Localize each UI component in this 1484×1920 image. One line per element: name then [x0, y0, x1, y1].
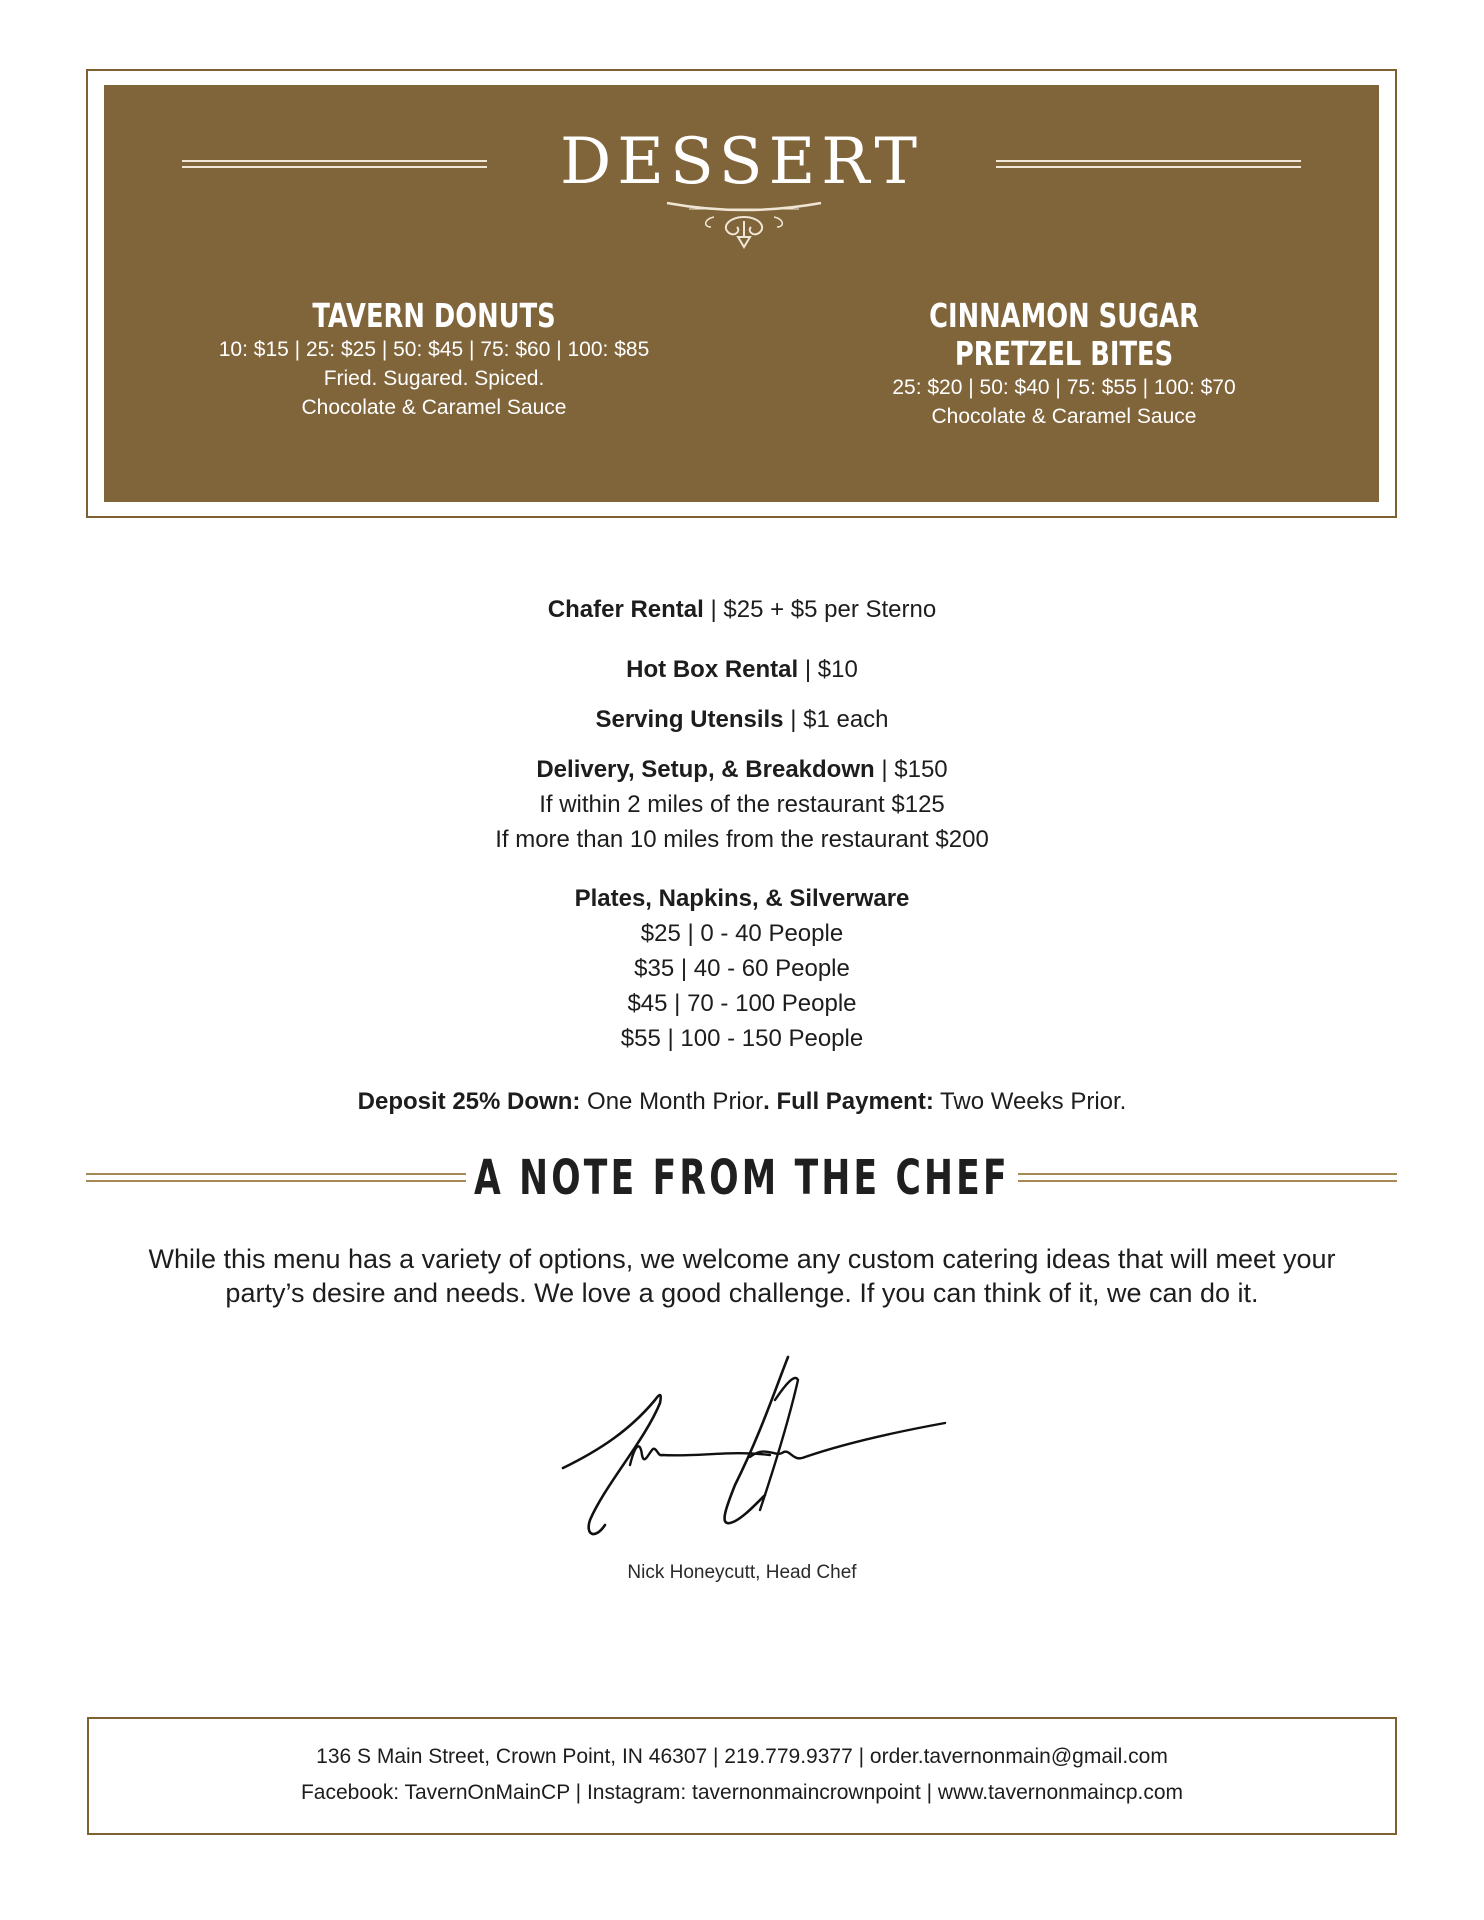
plates-tier: $55 | 100 - 150 People — [620, 1025, 864, 1052]
note-rule-right — [1018, 1173, 1397, 1182]
item-prices: 10: $15 | 25: $25 | 50: $45 | 75: $60 | 100: $85 — [218, 338, 650, 361]
delivery-note-near: If within 2 miles of the restaurant $125 — [539, 791, 945, 818]
delivery-value: $150 — [894, 756, 948, 783]
chef-note-heading: A NOTE FROM THE CHEF — [474, 1150, 1010, 1206]
chef-note-body: While this menu has a variety of options, we welcome any custom catering ideas that will meet your party’s desire and needs. We love a good challenge. If you can think of it, we can do it. — [148, 1244, 1336, 1308]
footer-contact-box — [87, 1717, 1397, 1835]
delivery-label: Delivery, Setup, & Breakdown — [536, 756, 875, 783]
chafer-label: Chafer Rental — [547, 596, 704, 623]
dessert-panel — [104, 85, 1379, 502]
item-name: CINNAMON SUGAR PRETZEL BITES — [929, 296, 1199, 373]
dessert-frame — [86, 69, 1397, 518]
dessert-title: DESSERT — [559, 125, 924, 199]
flourish-ornament-icon — [659, 195, 829, 255]
plates-tier: $45 | 70 - 100 People — [627, 990, 857, 1017]
hotbox-value: $10 — [817, 656, 858, 683]
full-payment-label: Full Payment: — [776, 1088, 934, 1115]
item-sauce: Chocolate & Caramel Sauce — [931, 405, 1197, 428]
item-prices: 25: $20 | 50: $40 | 75: $55 | 100: $70 — [892, 376, 1236, 399]
hot-box-rental: Hot Box Rental | $10 — [626, 656, 858, 683]
plates-tier: $35 | 40 - 60 People — [634, 955, 850, 982]
delivery-note-far: If more than 10 miles from the restaurant $200 — [495, 826, 989, 853]
payment-terms: Deposit 25% Down: One Month Prior. Full Payment: Two Weeks Prior. — [357, 1088, 1127, 1115]
menu-item-pretzel-bites — [774, 297, 1354, 431]
menu-item-tavern-donuts — [144, 297, 724, 422]
plates-tier: $25 | 0 - 40 People — [640, 920, 844, 947]
chef-signature — [560, 1345, 950, 1540]
chef-name: Nick Honeycutt, Head Chef — [627, 1562, 857, 1583]
full-payment-value: Two Weeks Prior. — [940, 1088, 1127, 1115]
item-sauce: Chocolate & Caramel Sauce — [301, 396, 567, 419]
chafer-rental: Chafer Rental | $25 + $5 per Sterno — [547, 596, 937, 623]
serving-utensils: Serving Utensils | $1 each — [595, 706, 889, 733]
title-rule-right — [996, 160, 1301, 168]
plates-napkins — [0, 881, 1484, 1056]
deposit-value: One Month Prior — [587, 1088, 764, 1115]
hotbox-label: Hot Box Rental — [626, 656, 799, 683]
utensils-label: Serving Utensils — [595, 706, 784, 733]
delivery-setup: Delivery, Setup, & Breakdown | $150 If within 2 miles of the restaurant $125 If more than 10 miles from the restaurant $200 — [0, 752, 1484, 857]
item-description: Fried. Sugared. Spiced. — [323, 367, 545, 390]
plates-label: Plates, Napkins, & Silverware — [574, 885, 910, 912]
chafer-value: $25 + $5 per Sterno — [723, 596, 937, 623]
item-name: TAVERN DONUTS — [312, 296, 556, 335]
deposit-label: Deposit 25% Down: — [357, 1088, 581, 1115]
footer-address-line: 136 S Main Street, Crown Point, IN 46307 | 219.779.9377 | order.tavernonmain@gmail.com — [316, 1745, 1168, 1768]
utensils-value: $1 each — [803, 706, 889, 733]
footer-social-line: Facebook: TavernOnMainCP | Instagram: tavernonmaincrownpoint | www.tavernonmaincp.com — [300, 1781, 1184, 1804]
